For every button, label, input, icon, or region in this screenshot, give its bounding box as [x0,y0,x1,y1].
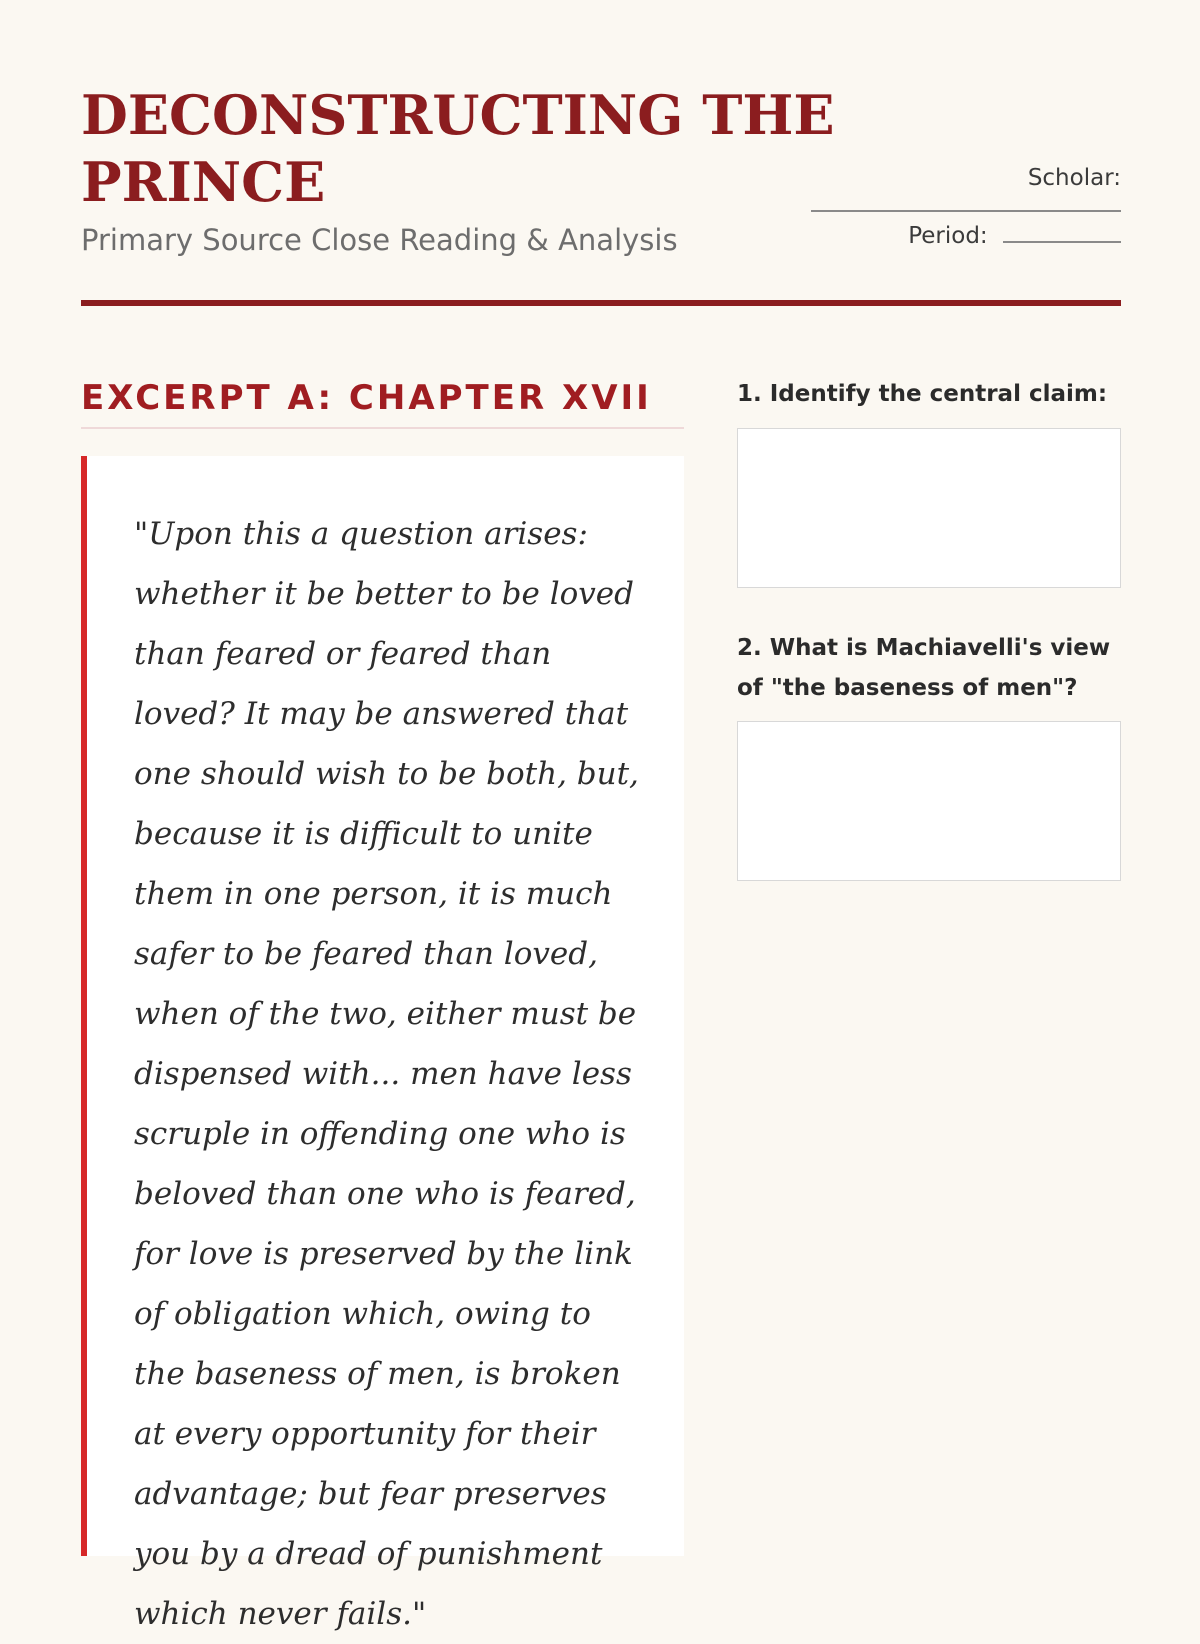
excerpt-quote: "Upon this a question arises: whether it be better to be loved than feared or feared than loved? It may be answered that one should wish to be both, but, because it is difficult to unite them in one person, it is much safer to be feared than loved, when of the two, either must be dispensed with... men have less scruple in offending one who is beloved than one who is feared, for love is preserved by the link of obligation which, owing to the baseness of men, is broken at every opportunity for their advantage; but fear preserves you by a dread of punishment which never fails." [134,516,639,1632]
excerpt-heading: EXCERPT A: CHAPTER XVII [81,378,652,418]
scholar-name-field[interactable] [811,196,1121,212]
question-2-answer-box[interactable] [737,721,1121,881]
scholar-label: Scholar: [1027,165,1121,191]
period-label: Period: [908,223,988,249]
excerpt-divider [81,427,684,429]
period-field[interactable] [1003,217,1121,243]
scholar-row [791,162,1121,194]
worksheet-header [81,82,1121,307]
page-subtitle: Primary Source Close Reading & Analysis [81,223,678,257]
excerpt-card [81,456,684,1632]
student-info [791,162,1121,249]
header-rule [81,300,1121,306]
question-1-label: 1. Identify the central claim: [737,381,1108,407]
question-1-answer-box[interactable] [737,428,1121,588]
question-2-label: 2. What is Machiavelli's view of "the baseness of men"? [737,635,1111,701]
page-title: DECONSTRUCTING THE PRINCE [81,83,835,214]
period-row [791,217,1121,249]
